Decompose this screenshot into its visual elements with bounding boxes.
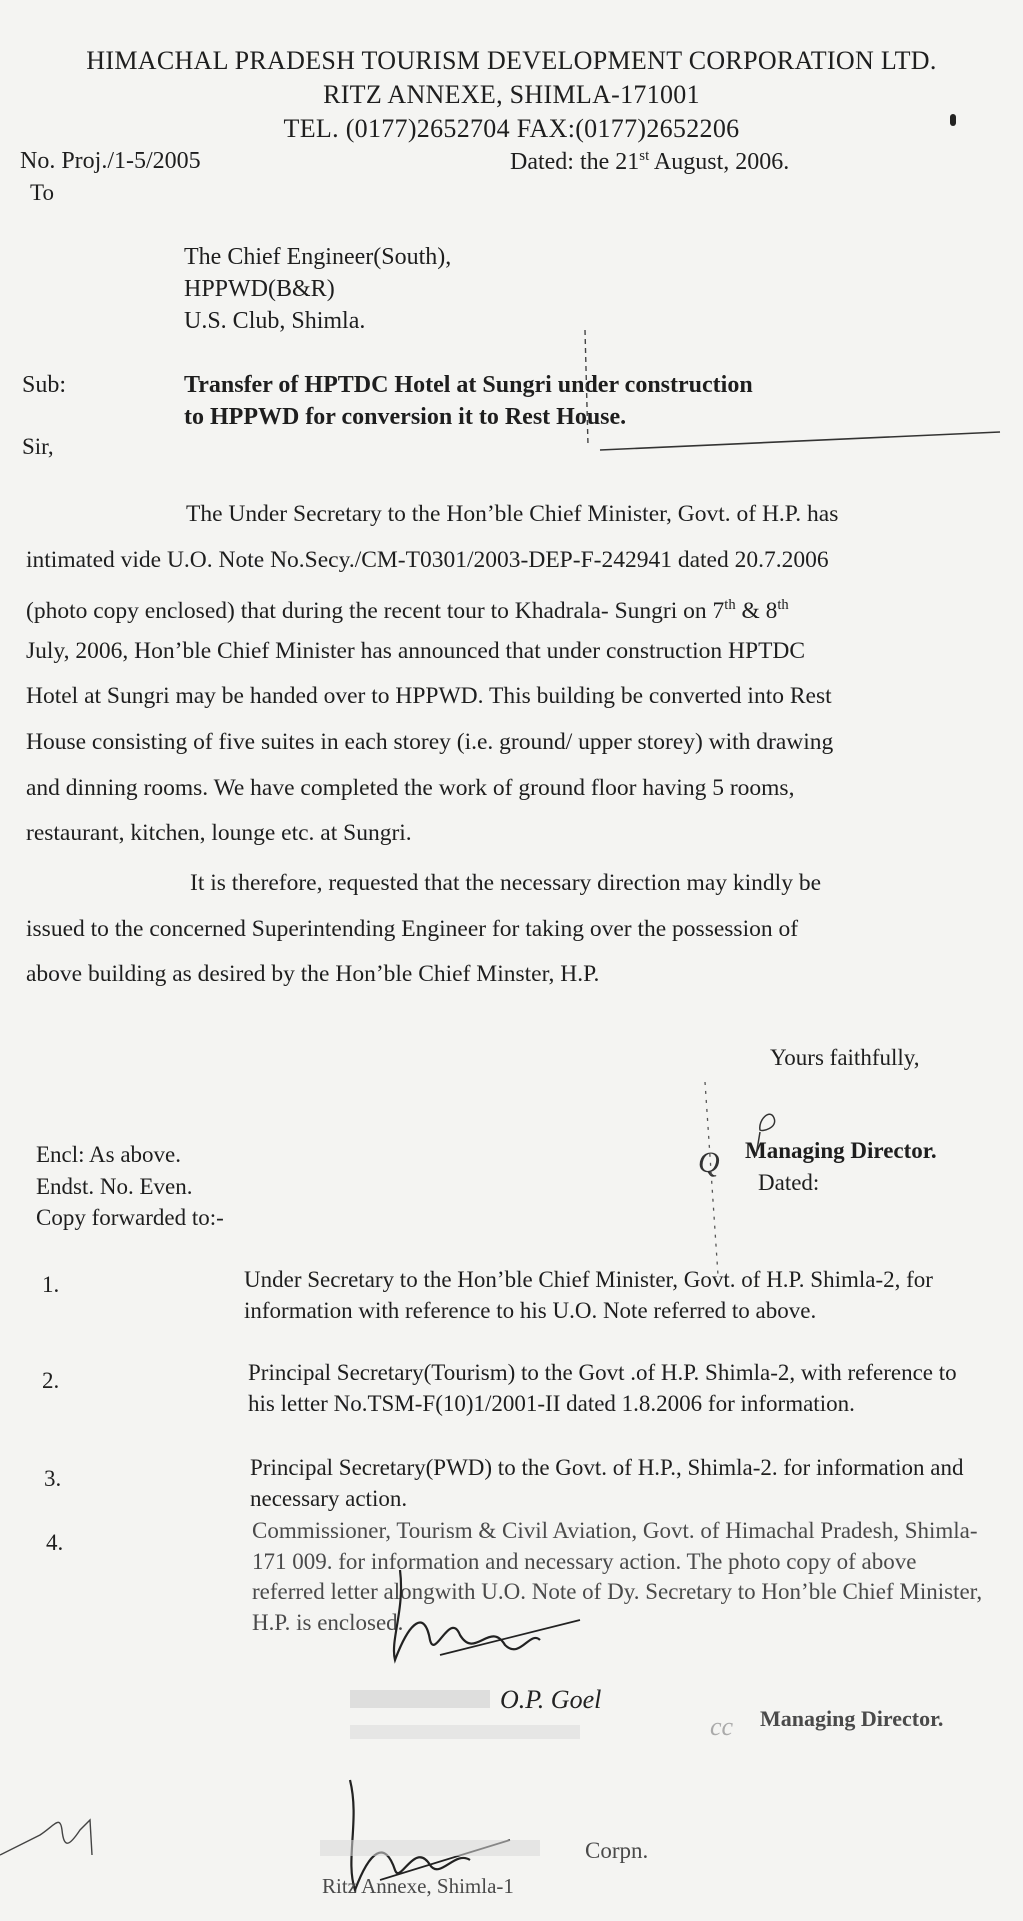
pen-mark bbox=[580, 320, 1000, 460]
stamp-address: Ritz Annexe, Shimla-1 bbox=[322, 1874, 514, 1898]
stamp-corpn: Corpn. bbox=[585, 1838, 649, 1863]
copy-item-number: 3. bbox=[44, 1466, 62, 1491]
body-line: It is therefore, requested that the necessary direction may kindly be bbox=[190, 870, 822, 896]
yours-faithfully: Yours faithfully, bbox=[770, 1045, 920, 1070]
letter-date bbox=[510, 148, 789, 176]
to-label: To bbox=[30, 180, 54, 205]
addressee-line-1: The Chief Engineer(South), bbox=[184, 244, 452, 270]
reference-number: No. Proj./1-5/2005 bbox=[20, 148, 201, 174]
body-sup: th bbox=[724, 597, 736, 614]
copy-item-text: Principal Secretary(Tourism) to the Govt .of H.P. Shimla-2, with reference to his letter No.TSM-F(10)1/2001-II dated 1.8.2006 for information. bbox=[248, 1360, 957, 1416]
body-line bbox=[26, 583, 976, 629]
handwritten-signature bbox=[380, 1550, 600, 1680]
subject-line-2: to HPPWD for conversion it to Rest House. bbox=[184, 404, 627, 430]
body-line: Hotel at Sungri may be handed over to HPPWD. This building be converted into Rest bbox=[26, 683, 832, 710]
copy-item-text: Principal Secretary(PWD) to the Govt. of H.P., Shimla-2. for information and necessary action. bbox=[250, 1455, 964, 1511]
faded-stamp-text bbox=[350, 1725, 580, 1739]
endorsement-line: Endst. No. Even. bbox=[36, 1174, 193, 1199]
copy-item-number: 2. bbox=[42, 1368, 60, 1393]
body-line: restaurant, kitchen, lounge etc. at Sungri. bbox=[26, 820, 412, 847]
body-text: (photo copy enclosed) that during the recent tour to Khadrala- Sungri on 7 bbox=[26, 598, 725, 625]
body-line: The Under Secretary to the Hon’ble Chief Minister, Govt. of H.P. has bbox=[186, 501, 839, 527]
copy-item-number: 1. bbox=[42, 1272, 60, 1297]
enclosure-line: Encl: As above. bbox=[36, 1142, 181, 1167]
date-suffix: August, 2006. bbox=[649, 149, 790, 175]
body-line: House consisting of five suites in each storey (i.e. ground/ upper storey) with drawing bbox=[26, 728, 834, 755]
body-line: above building as desired by the Hon’ble Chief Minster, H.P. bbox=[26, 961, 600, 988]
addressee-line-3: U.S. Club, Shimla. bbox=[184, 308, 366, 334]
dated-label: Dated: bbox=[758, 1170, 820, 1195]
letterhead-address: RITZ ANNEXE, SHIMLA-171001 bbox=[323, 80, 700, 109]
ink-dot bbox=[950, 114, 956, 126]
salutation: Sir, bbox=[22, 434, 54, 459]
copy-item-text: Commissioner, Tourism & Civil Aviation, Govt. of Himachal Pradesh, Shimla-171 009. for information and necessary action. The photo copy of above referred letter alongwith U.O. Note of Dy. Secretary to Hon’ble Chief Minister, H.P. is enclosed. bbox=[252, 1518, 983, 1635]
body-line: issued to the concerned Superintending Engineer for taking over the possession of bbox=[26, 915, 799, 942]
body-paragraph-2 bbox=[26, 861, 976, 998]
copy-forwarded-line: Copy forwarded to:- bbox=[36, 1205, 224, 1230]
designation: Managing Director. bbox=[745, 1138, 937, 1163]
body-paragraph-1 bbox=[26, 492, 976, 857]
date-superscript: st bbox=[639, 148, 650, 164]
dotted-pen-mark bbox=[700, 1080, 740, 1280]
pen-scribble bbox=[0, 1800, 140, 1870]
copy-item-text: Under Secretary to the Hon’ble Chief Minister, Govt. of H.P. Shimla-2, for information with reference to his U.O. Note referred to above. bbox=[244, 1267, 933, 1323]
body-line: July, 2006, Hon’ble Chief Minister has announced that under construction HPTDC bbox=[26, 637, 806, 664]
faded-stamp-text bbox=[350, 1690, 490, 1708]
letterhead-contact: TEL. (0177)2652704 FAX:(0177)2652206 bbox=[283, 114, 740, 143]
addressee-line-2: HPPWD(B&R) bbox=[184, 276, 335, 302]
body-line: intimated vide U.O. Note No.Secy./CM-T0301/2003-DEP-F-242941 dated 20.7.2006 bbox=[26, 546, 829, 573]
body-sup: th bbox=[777, 597, 789, 614]
letterhead-org-name: HIMACHAL PRADESH TOURISM DEVELOPMENT CORPORATION LTD. bbox=[86, 46, 937, 75]
subject-label: Sub: bbox=[22, 372, 67, 398]
body-text: & 8 bbox=[735, 598, 778, 625]
faded-stamp-text bbox=[320, 1840, 540, 1856]
handwritten-name: O.P. Goel bbox=[500, 1685, 602, 1714]
date-prefix: Dated: the 21 bbox=[510, 149, 640, 175]
signature-initials-2: cc bbox=[710, 1712, 734, 1741]
designation-2: Managing Director. bbox=[760, 1706, 944, 1731]
signature-initials: Q bbox=[698, 1146, 720, 1179]
subject-line-1: Transfer of HPTDC Hotel at Sungri under construction bbox=[184, 372, 753, 398]
body-line: and dinning rooms. We have completed the work of ground floor having 5 rooms, bbox=[26, 774, 795, 801]
copy-item-number: 4. bbox=[46, 1530, 64, 1555]
